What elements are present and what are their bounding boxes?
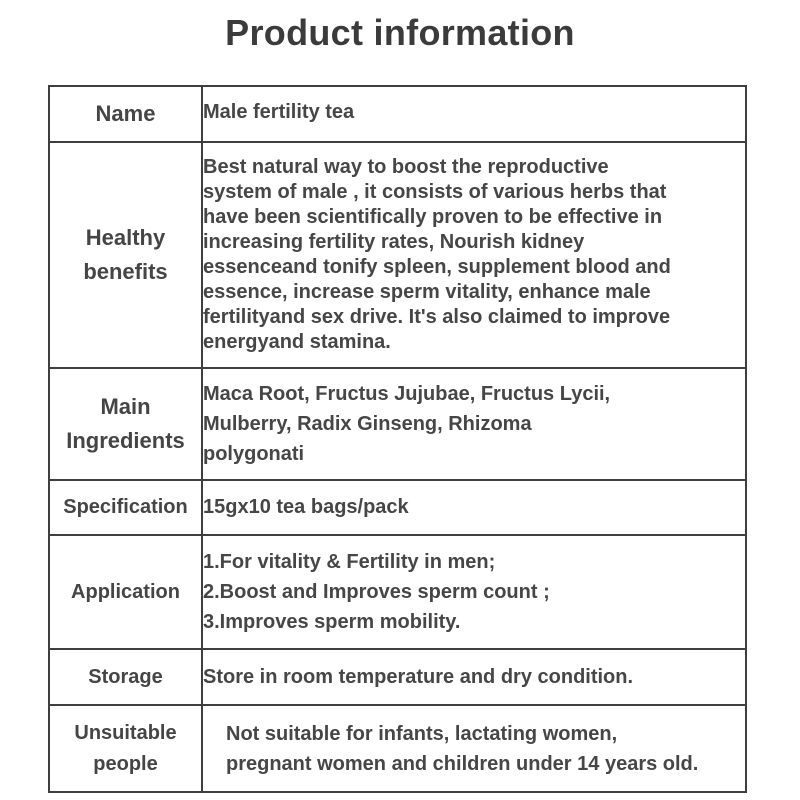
label-name: Name (49, 86, 202, 142)
benefits-line: essence, increase sperm vitality, enhance male (203, 281, 651, 303)
label-ingredients-line: Ingredients (66, 428, 185, 453)
unsuitable-line: Not suitable for infants, lactating women, (226, 722, 618, 745)
label-benefits (49, 142, 202, 368)
benefits-line: energyand stamina. (203, 331, 391, 353)
label-ingredients (49, 368, 202, 480)
ingredients-line: Maca Root, Fructus Jujubae, Fructus Lycii, (203, 383, 611, 405)
label-ingredients-line: Main (100, 393, 151, 419)
row-ingredients (49, 368, 746, 480)
row-name (49, 86, 746, 142)
ingredients-line: polygonati (203, 443, 305, 465)
value-benefits (202, 142, 746, 368)
application-line: 2.Boost and Improves sperm count ; (203, 581, 550, 603)
benefits-line: have been scientifically proven to be effective in (203, 206, 663, 228)
page-title: Product information (225, 12, 575, 53)
application-line: 3.Improves sperm mobility. (203, 611, 461, 633)
label-benefits-line: Healthy (85, 224, 166, 250)
row-storage (49, 649, 746, 705)
benefits-line: essenceand tonify spleen, supplement blood and (203, 256, 671, 278)
label-storage: Storage (49, 649, 202, 705)
label-application: Application (49, 535, 202, 649)
value-storage: Store in room temperature and dry condition. (202, 649, 746, 705)
application-line: 1.For vitality & Fertility in men; (203, 551, 496, 573)
ingredients-line: Mulberry, Radix Ginseng, Rhizoma (203, 413, 532, 435)
product-info-table (48, 85, 747, 793)
label-unsuitable-line: Unsuitable (74, 721, 177, 744)
benefits-line: increasing fertility rates, Nourish kidney (203, 231, 585, 253)
value-specification: 15gx10 tea bags/pack (202, 480, 746, 535)
label-benefits-line: benefits (83, 259, 168, 284)
label-unsuitable (49, 705, 202, 792)
row-specification (49, 480, 746, 535)
row-unsuitable (49, 705, 746, 792)
benefits-line: system of male , it consists of various herbs that (203, 181, 667, 203)
value-unsuitable (202, 705, 746, 792)
unsuitable-line: pregnant women and children under 14 years old. (226, 752, 699, 775)
value-ingredients (202, 368, 746, 480)
row-benefits (49, 142, 746, 368)
benefits-line: Best natural way to boost the reproductive (203, 156, 609, 178)
row-application (49, 535, 746, 649)
label-unsuitable-line: people (93, 752, 158, 775)
value-name: Male fertility tea (202, 86, 746, 142)
label-specification: Specification (49, 480, 202, 535)
benefits-line: fertilityand sex drive. It's also claimed to improve (203, 306, 671, 328)
value-application (202, 535, 746, 649)
